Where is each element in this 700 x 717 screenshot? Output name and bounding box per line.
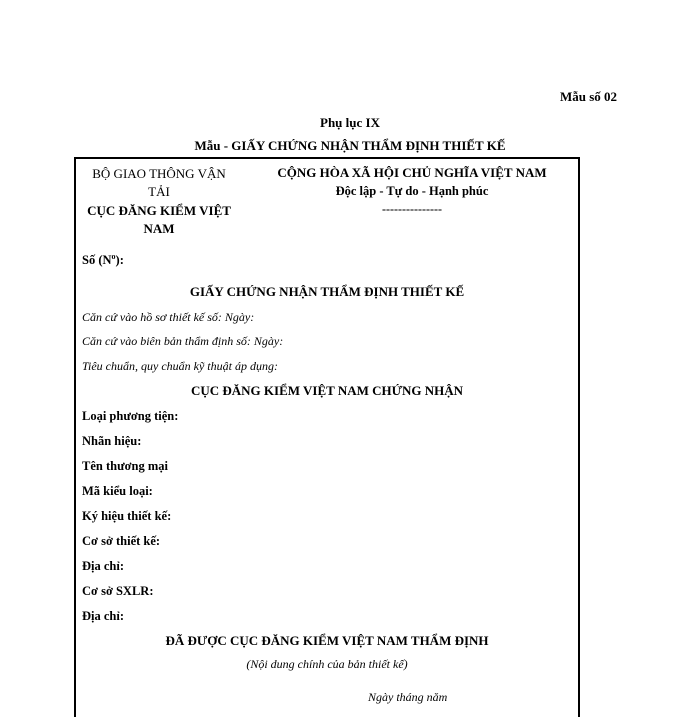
republic-title: CỘNG HÒA XÃ HỘI CHỦ NGHĨA VIỆT NAM bbox=[277, 165, 547, 180]
form-number: Mẫu số 02 bbox=[559, 89, 617, 104]
certificate-title: GIẤY CHỨNG NHẬN THẨM ĐỊNH THIẾT KẾ bbox=[189, 284, 465, 299]
national-motto: Độc lập - Tự do - Hạnh phúc bbox=[335, 184, 489, 198]
motto-separator: --------------- bbox=[382, 202, 442, 216]
design-content-note: (Nội dung chính của bản thiết kế) bbox=[246, 657, 408, 671]
field-design-symbol: Ký hiệu thiết kế: bbox=[82, 509, 172, 523]
ministry-name: BỘ GIAO THÔNG VẬN TẢI bbox=[92, 166, 226, 199]
field-brand: Nhãn hiệu: bbox=[82, 434, 142, 448]
approval-heading: ĐÃ ĐƯỢC CỤC ĐĂNG KIỂM VIỆT NAM THẨM ĐỊNH bbox=[165, 633, 489, 648]
number-label-text: Số (N bbox=[82, 253, 112, 268]
appendix-label: Phụ lục IX bbox=[320, 115, 380, 130]
field-commercial-name: Tên thương mại bbox=[82, 459, 168, 473]
field-design-address: Địa chỉ: bbox=[82, 559, 125, 573]
department-name: CỤC ĐĂNG KIỂM VIỆT NAM bbox=[87, 203, 231, 236]
number-label-tail: ): bbox=[115, 253, 124, 268]
number-label-superscript: o bbox=[111, 252, 116, 261]
basis-standards: Tiêu chuẩn, quy chuẩn kỹ thuật áp dụng: bbox=[82, 359, 278, 373]
certification-heading: CỤC ĐĂNG KIỂM VIỆT NAM CHỨNG NHẬN bbox=[190, 383, 464, 398]
date-line: Ngày tháng năm bbox=[368, 690, 448, 704]
field-type-code: Mã kiểu loại: bbox=[82, 484, 153, 498]
basis-design-dossier: Căn cứ vào hồ sơ thiết kế số: Ngày: bbox=[82, 310, 255, 324]
field-manufacturer: Cơ sở SXLR: bbox=[82, 584, 154, 598]
certificate-number-label bbox=[82, 252, 124, 268]
basis-appraisal-record: Căn cứ vào biên bản thẩm định số: Ngày: bbox=[82, 334, 284, 348]
field-vehicle-type: Loại phương tiện: bbox=[82, 409, 179, 423]
field-manufacturer-address: Địa chỉ: bbox=[82, 609, 125, 623]
form-title: Mẫu - GIẤY CHỨNG NHẬN THẨM ĐỊNH THIẾT KẾ bbox=[194, 138, 506, 153]
field-design-facility: Cơ sở thiết kế: bbox=[82, 534, 161, 548]
